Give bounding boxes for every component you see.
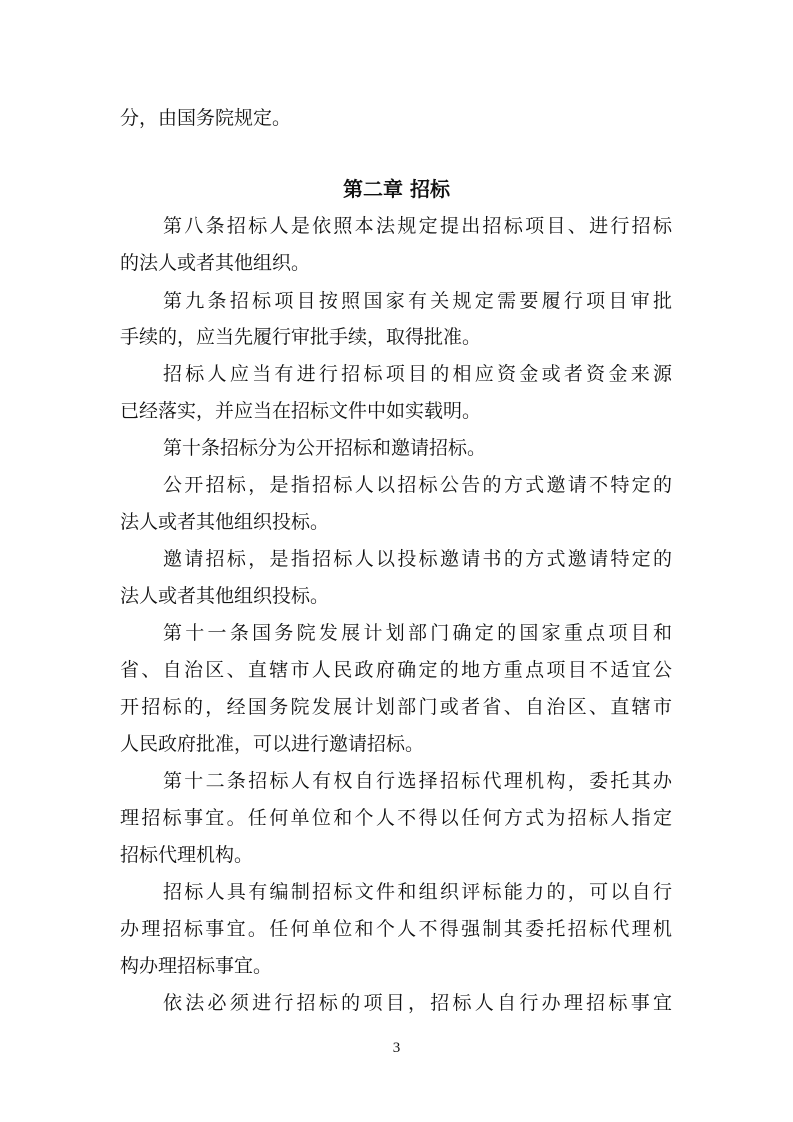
paragraph-line: 依法必须进行招标的项目，招标人自行办理招标事宜 xyxy=(163,992,672,1014)
paragraph-line: 省、自治区、直辖市人民政府确定的地方重点项目不适宜公 xyxy=(120,659,672,681)
paragraph-line: 公开招标，是指招标人以招标公告的方式邀请不特定的 xyxy=(163,474,672,496)
paragraph-line: 办理招标事宜。任何单位和个人不得强制其委托招标代理机 xyxy=(120,918,672,940)
paragraph-line: 第八条招标人是依照本法规定提出招标项目、进行招标 xyxy=(163,215,672,237)
paragraph-line: 手续的，应当先履行审批手续，取得批准。 xyxy=(120,326,482,348)
paragraph-line: 招标人应当有进行招标项目的相应资金或者资金来源 xyxy=(163,363,672,385)
paragraph-line: 构办理招标事宜。 xyxy=(120,955,273,977)
paragraph-line: 法人或者其他组织投标。 xyxy=(120,585,330,607)
paragraph-line: 的法人或者其他组织。 xyxy=(120,252,311,274)
paragraph-line: 分，由国务院规定。 xyxy=(120,107,292,129)
paragraph-line: 第十二条招标人有权自行选择招标代理机构，委托其办 xyxy=(163,770,672,792)
page-number: 3 xyxy=(392,1040,401,1056)
paragraph-line: 法人或者其他组织投标。 xyxy=(120,511,330,533)
paragraph-line: 招标代理机构。 xyxy=(120,844,254,866)
paragraph-line: 开招标的，经国务院发展计划部门或者省、自治区、直辖市 xyxy=(120,696,672,718)
paragraph-line: 理招标事宜。任何单位和个人不得以任何方式为招标人指定 xyxy=(120,807,672,829)
paragraph-line: 第十条招标分为公开招标和邀请招标。 xyxy=(163,437,487,459)
paragraph-line: 招标人具有编制招标文件和组织评标能力的，可以自行 xyxy=(163,881,672,903)
paragraph-line: 第十一条国务院发展计划部门确定的国家重点项目和 xyxy=(163,622,672,644)
paragraph-line: 第九条招标项目按照国家有关规定需要履行项目审批 xyxy=(163,290,672,312)
paragraph-line: 已经落实，并应当在招标文件中如实载明。 xyxy=(120,400,482,422)
chapter-heading: 第二章 招标 xyxy=(343,177,450,201)
paragraph-line: 邀请招标，是指招标人以投标邀请书的方式邀请特定的 xyxy=(163,548,672,570)
paragraph-line: 人民政府批准，可以进行邀请招标。 xyxy=(120,733,425,755)
